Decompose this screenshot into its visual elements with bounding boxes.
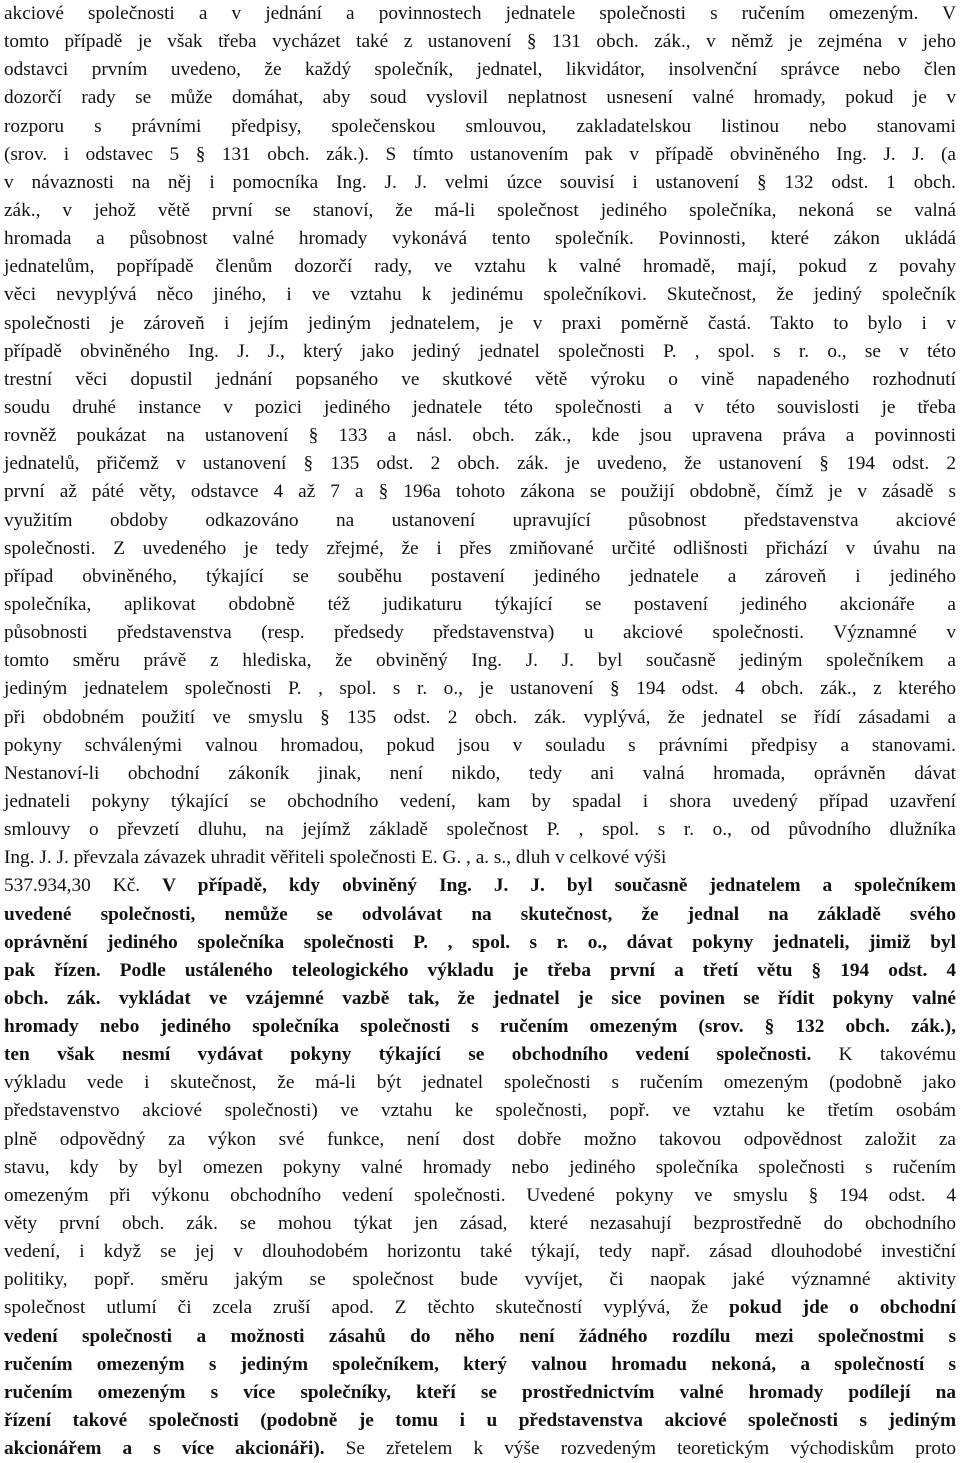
text-line: Ing. J. J. převzala závazek uhradit věřiteli společnosti E. G. , a. s., dluh v celkové výši — [4, 847, 667, 869]
document-page — [4, 0, 956, 1463]
text-line: výkladu vede i skutečnost, že má-li být jednatel společnosti s ručením omezeným (podobně jako — [4, 1072, 956, 1094]
bold-text-line: obch. zák. vykládat ve vzájemné vazbě tak, že jednatel je sice povinen se řídit pokyny valné — [4, 987, 956, 1009]
bold-text-segment: ten však nesmí vydávat pokyny týkající se obchodního vedení společnosti. — [4, 1044, 812, 1066]
text-line: společnosti je zároveň i jejím jediným jednatelem, je v praxi poměrně častá. Takto to bylo i v — [4, 312, 956, 334]
text-line: v návaznosti na něj i pomocníka Ing. J. J. velmi úzce souvisí i ustanovení § 132 odst. 1 obch. — [4, 171, 956, 193]
text-segment: společnost utlumí či zcela zruší apod. Z těchto skutečností vyplývá, že — [4, 1297, 709, 1319]
text-line: tomto případě je však třeba vycházet také z ustanovení § 131 obch. zák., v němž je zejména v jeho — [4, 31, 956, 53]
text-line: trestní věci dopustil jednání popsaného ve skutkové větě výroku o vině napadeného rozhodnutí — [4, 368, 956, 390]
bold-text-line: oprávnění jediného společníka společnosti P. , spol. s r. o., dávat pokyny jednateli, jimiž byl — [4, 931, 956, 953]
text-line: jednatelů, přičemž v ustanovení § 135 odst. 2 obch. zák. je uvedeno, že ustanovení § 194 odst. 2 — [4, 453, 956, 475]
text-line: omezeným při výkonu obchodního vedení společnosti. Uvedené pokyny ve smyslu § 194 odst. 4 — [4, 1184, 956, 1206]
text-line: Nestanoví-li obchodní zákoník jinak, není nikdo, tedy ani valná hromada, oprávněn dávat — [4, 762, 956, 784]
text-line: věty první obch. zák. se mohou týkat jen zásad, které nezasahují bezprostředně do obchodního — [4, 1213, 956, 1235]
text-segment: Se zřetelem k výše rozvedeným teoretickým východiskům proto — [345, 1438, 956, 1460]
text-line: případě obviněného Ing. J. J., který jako jediný jednatel společnosti P. , spol. s r. o., se v této — [4, 340, 956, 362]
text-line: vedení, i když se jej v dlouhodobém horizontu také týkají, tedy např. zásad dlouhodobé investiční — [4, 1241, 956, 1263]
text-line: jednatelům, popřípadě členům dozorčí rady, ve vztahu k valné hromadě, mají, pokud z povahy — [4, 256, 956, 278]
text-line: akciové společnosti a v jednání a povinnostech jednatele společnosti s ručením omezeným. V — [4, 3, 956, 24]
text-line: smlouvy o převzetí dluhu, na jejímž základě společnost P. , spol. s r. o., od původního dlužníka — [4, 819, 956, 841]
text-line: rozporu s právními předpisy, společenskou smlouvou, zakladatelskou listinou nebo stanovami — [4, 115, 956, 137]
text-line: rovněž poukázat na ustanovení § 133 a násl. obch. zák., kde jsou upravena práva a povinnosti — [4, 425, 956, 447]
text-line: jediným jednatelem společnosti P. , spol. s r. o., je ustanovení § 194 odst. 4 obch. zák., z kterého — [4, 678, 956, 700]
bold-text-segment: pokud jde o obchodní — [729, 1297, 956, 1319]
text-line: využitím obdoby odkazováno na ustanovení upravující působnost představenstva akciové — [4, 509, 956, 531]
text-line: hromada a působnost valné hromady vykonává tento společník. Povinnosti, které zákon ukládá — [4, 228, 956, 250]
bold-text-line: ručením omezeným s jediným společníkem, který valnou hromadu nekoná, a společností s — [4, 1353, 956, 1375]
bold-text-segment: V případě, kdy obviněný Ing. J. J. byl současně jednatelem a společníkem — [162, 875, 957, 897]
bold-text-line: řízení takové společnosti (podobně je tomu i u představenstva akciové společnosti s jediným — [4, 1410, 956, 1432]
text-line-mixed — [4, 1041, 956, 1069]
text-line: společnosti. Z uvedeného je tedy zřejmé, že i přes zmiňované určité odlišnosti přichází v úvahu na — [4, 537, 956, 559]
text-line: pokyny schválenými valnou hromadou, pokud jsou v souladu s právními předpisy a stanovami. — [4, 734, 956, 756]
text-line: politiky, popř. směru jakým se společnost bude vyvíjet, či naopak jaké významné aktivity — [4, 1269, 956, 1291]
bold-text-line: ručením omezeným s více společníky, kteří se prostřednictvím valné hromady podílejí na — [4, 1381, 956, 1403]
text-line: společníka, aplikovat obdobně též judikaturu týkající se postavení jediného akcionáře a — [4, 593, 956, 615]
text-line: případ obviněného, týkající se souběhu postavení jediného jednatele a zároveň i jediného — [4, 565, 956, 587]
text-line: představenstvo akciové společnosti) ve vztahu ke společnosti, popř. ve vztahu ke třetím osobám — [4, 1100, 956, 1122]
text-line: plně odpovědný za výkon své funkce, není dost dobře možno takovou odpovědnost založit za — [4, 1128, 956, 1150]
text-line: dozorčí rady se může domáhat, aby soud vyslovil neplatnost usnesení valné hromady, pokud je v — [4, 87, 956, 109]
bold-text-line: pak řízen. Podle ustáleného teleologického výkladu je třeba první a třetí větu § 194 odst. 4 — [4, 959, 956, 981]
text-line: první až páté věty, odstavce 4 až 7 a § 196a tohoto zákona se použijí obdobně, čímž je v zásadě s — [4, 481, 956, 503]
text-line: odstavci prvním uvedeno, že každý společník, jednatel, likvidátor, insolvenční správce nebo člen — [4, 59, 956, 81]
bold-text-line: uvedené společnosti, nemůže se odvolávat na skutečnost, že jednal na základě svého — [4, 903, 956, 925]
text-line-mixed — [4, 1435, 956, 1463]
bold-text-line: hromady nebo jediného společníka společnosti s ručením omezeným (srov. § 132 obch. zák.), — [4, 1016, 956, 1038]
text-line: působnosti představenstva (resp. předsedy představenstva) u akciové společnosti. Významné v — [4, 622, 956, 644]
text-segment: 537.934,30 Kč. — [4, 875, 141, 897]
text-line: tomto směru právě z hlediska, že obviněný Ing. J. J. byl současně jediným společníkem a — [4, 650, 956, 672]
text-line-mixed — [4, 872, 956, 900]
bold-text-segment: akcionářem a s více akcionáři). — [4, 1438, 325, 1460]
text-line: soudu druhé instance v pozici jediného jednatele této společnosti a v této souvislosti je třeba — [4, 396, 956, 418]
text-line: zák., v jehož větě první se stanoví, že má-li společnost jediného společníka, nekoná se valná — [4, 199, 956, 221]
text-segment: K takovému — [838, 1044, 957, 1066]
text-line-mixed — [4, 1294, 956, 1322]
text-line: při obdobném použití ve smyslu § 135 odst. 2 obch. zák. vyplývá, že jednatel se řídí zásadami a — [4, 706, 956, 728]
text-line: věci nevyplývá něco jiného, i ve vztahu k jedinému společníkovi. Skutečnost, že jediný společník — [4, 284, 956, 306]
text-line: jednateli pokyny týkající se obchodního vedení, kam by spadal i shora uvedený případ uzavření — [4, 790, 956, 812]
text-line: (srov. i odstavec 5 § 131 obch. zák.). S tímto ustanovením pak v případě obviněného Ing. J. J. (a — [4, 143, 956, 165]
text-line: stavu, kdy by byl omezen pokyny valné hromady nebo jediného společníka společnosti s ručením — [4, 1156, 956, 1178]
bold-text-line: vedení společnosti a možnosti zásahů do něho není žádného rozdílu mezi společnostmi s — [4, 1325, 956, 1347]
